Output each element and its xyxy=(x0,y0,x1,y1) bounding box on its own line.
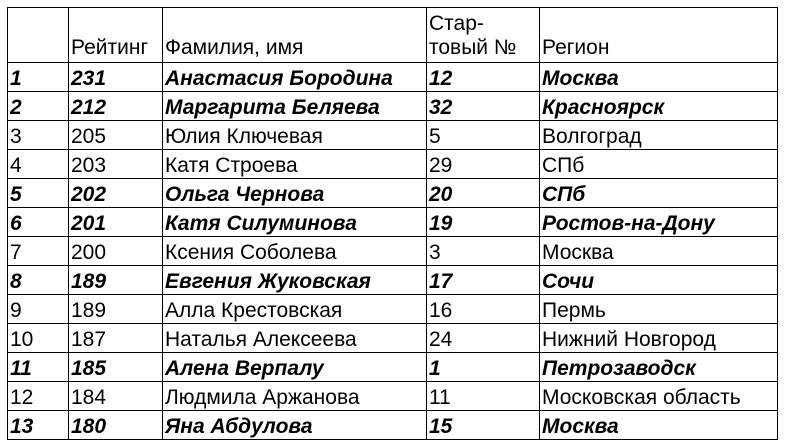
region-cell[interactable]: Московская область xyxy=(540,382,778,411)
place-cell[interactable]: 3 xyxy=(8,121,69,150)
rating-cell[interactable]: 202 xyxy=(69,179,163,208)
region-cell[interactable]: Сочи xyxy=(540,266,778,295)
rating-cell[interactable]: 231 xyxy=(69,63,163,92)
start-number-cell[interactable]: 24 xyxy=(427,324,540,353)
region-cell[interactable]: Москва xyxy=(540,237,778,266)
rating-cell[interactable]: 187 xyxy=(69,324,163,353)
rating-cell[interactable]: 201 xyxy=(69,208,163,237)
table-row xyxy=(8,92,778,121)
rating-cell[interactable]: 212 xyxy=(69,92,163,121)
rating-cell[interactable]: 200 xyxy=(69,237,163,266)
name-cell[interactable]: Людмила Аржанова xyxy=(163,382,427,411)
table-row xyxy=(8,266,778,295)
region-cell[interactable]: Нижний Новгород xyxy=(540,324,778,353)
name-cell[interactable]: Юлия Ключевая xyxy=(163,121,427,150)
place-cell[interactable]: 7 xyxy=(8,237,69,266)
rating-cell[interactable]: 189 xyxy=(69,266,163,295)
place-cell[interactable]: 1 xyxy=(8,63,69,92)
place-cell[interactable]: 10 xyxy=(8,324,69,353)
rating-cell[interactable]: 180 xyxy=(69,411,163,440)
start-number-cell[interactable]: 20 xyxy=(427,179,540,208)
name-cell[interactable]: Евгения Жуковская xyxy=(163,266,427,295)
rating-cell[interactable]: 205 xyxy=(69,121,163,150)
name-cell[interactable]: Алена Верпалу xyxy=(163,353,427,382)
rating-cell[interactable]: 189 xyxy=(69,295,163,324)
place-cell[interactable]: 6 xyxy=(8,208,69,237)
header-row xyxy=(8,8,778,63)
start-number-cell[interactable]: 29 xyxy=(427,150,540,179)
table-row xyxy=(8,179,778,208)
place-cell[interactable]: 12 xyxy=(8,382,69,411)
table-row xyxy=(8,353,778,382)
table-row xyxy=(8,382,778,411)
start-number-cell[interactable]: 11 xyxy=(427,382,540,411)
header-region-cell[interactable]: Регион xyxy=(540,8,778,63)
table-row xyxy=(8,324,778,353)
name-cell[interactable]: Катя Строева xyxy=(163,150,427,179)
region-cell[interactable]: Москва xyxy=(540,411,778,440)
rating-cell[interactable]: 184 xyxy=(69,382,163,411)
start-number-cell[interactable]: 16 xyxy=(427,295,540,324)
name-cell[interactable]: Катя Силуминова xyxy=(163,208,427,237)
start-number-cell[interactable]: 19 xyxy=(427,208,540,237)
start-number-cell[interactable]: 5 xyxy=(427,121,540,150)
name-cell[interactable]: Ксения Соболева xyxy=(163,237,427,266)
table-row xyxy=(8,411,778,440)
place-cell[interactable]: 5 xyxy=(8,179,69,208)
name-cell[interactable]: Наталья Алексеева xyxy=(163,324,427,353)
region-cell[interactable]: Петрозаводск xyxy=(540,353,778,382)
table-row xyxy=(8,295,778,324)
rating-cell[interactable]: 203 xyxy=(69,150,163,179)
name-cell[interactable]: Маргарита Беляева xyxy=(163,92,427,121)
start-number-cell[interactable]: 3 xyxy=(427,237,540,266)
region-cell[interactable]: Пермь xyxy=(540,295,778,324)
name-cell[interactable]: Алла Крестовская xyxy=(163,295,427,324)
place-cell[interactable]: 8 xyxy=(8,266,69,295)
rating-cell[interactable]: 185 xyxy=(69,353,163,382)
place-cell[interactable]: 4 xyxy=(8,150,69,179)
header-name-cell[interactable]: Фамилия, имя xyxy=(163,8,427,63)
region-cell[interactable]: Волгоград xyxy=(540,121,778,150)
results-table xyxy=(7,7,778,440)
table-row xyxy=(8,121,778,150)
header-rating-cell[interactable]: Рейтинг xyxy=(69,8,163,63)
start-number-cell[interactable]: 32 xyxy=(427,92,540,121)
start-number-cell[interactable]: 12 xyxy=(427,63,540,92)
table-row xyxy=(8,237,778,266)
header-start-number-line1: Стар- xyxy=(429,12,484,35)
start-number-cell[interactable]: 17 xyxy=(427,266,540,295)
place-cell[interactable]: 2 xyxy=(8,92,69,121)
region-cell[interactable]: Москва xyxy=(540,63,778,92)
start-number-cell[interactable]: 15 xyxy=(427,411,540,440)
name-cell[interactable]: Ольга Чернова xyxy=(163,179,427,208)
region-cell[interactable]: Красноярск xyxy=(540,92,778,121)
header-start-number-line2: товый № xyxy=(429,36,517,59)
region-cell[interactable]: СПб xyxy=(540,150,778,179)
header-place-cell[interactable] xyxy=(8,8,69,63)
table-row xyxy=(8,150,778,179)
place-cell[interactable]: 13 xyxy=(8,411,69,440)
table-row xyxy=(8,208,778,237)
region-cell[interactable]: СПб xyxy=(540,179,778,208)
place-cell[interactable]: 9 xyxy=(8,295,69,324)
region-cell[interactable]: Ростов-на-Дону xyxy=(540,208,778,237)
results-table-body xyxy=(8,8,778,440)
table-row xyxy=(8,63,778,92)
header-start-number-cell[interactable] xyxy=(427,8,540,63)
place-cell[interactable]: 11 xyxy=(8,353,69,382)
name-cell[interactable]: Яна Абдулова xyxy=(163,411,427,440)
start-number-cell[interactable]: 1 xyxy=(427,353,540,382)
name-cell[interactable]: Анастасия Бородина xyxy=(163,63,427,92)
